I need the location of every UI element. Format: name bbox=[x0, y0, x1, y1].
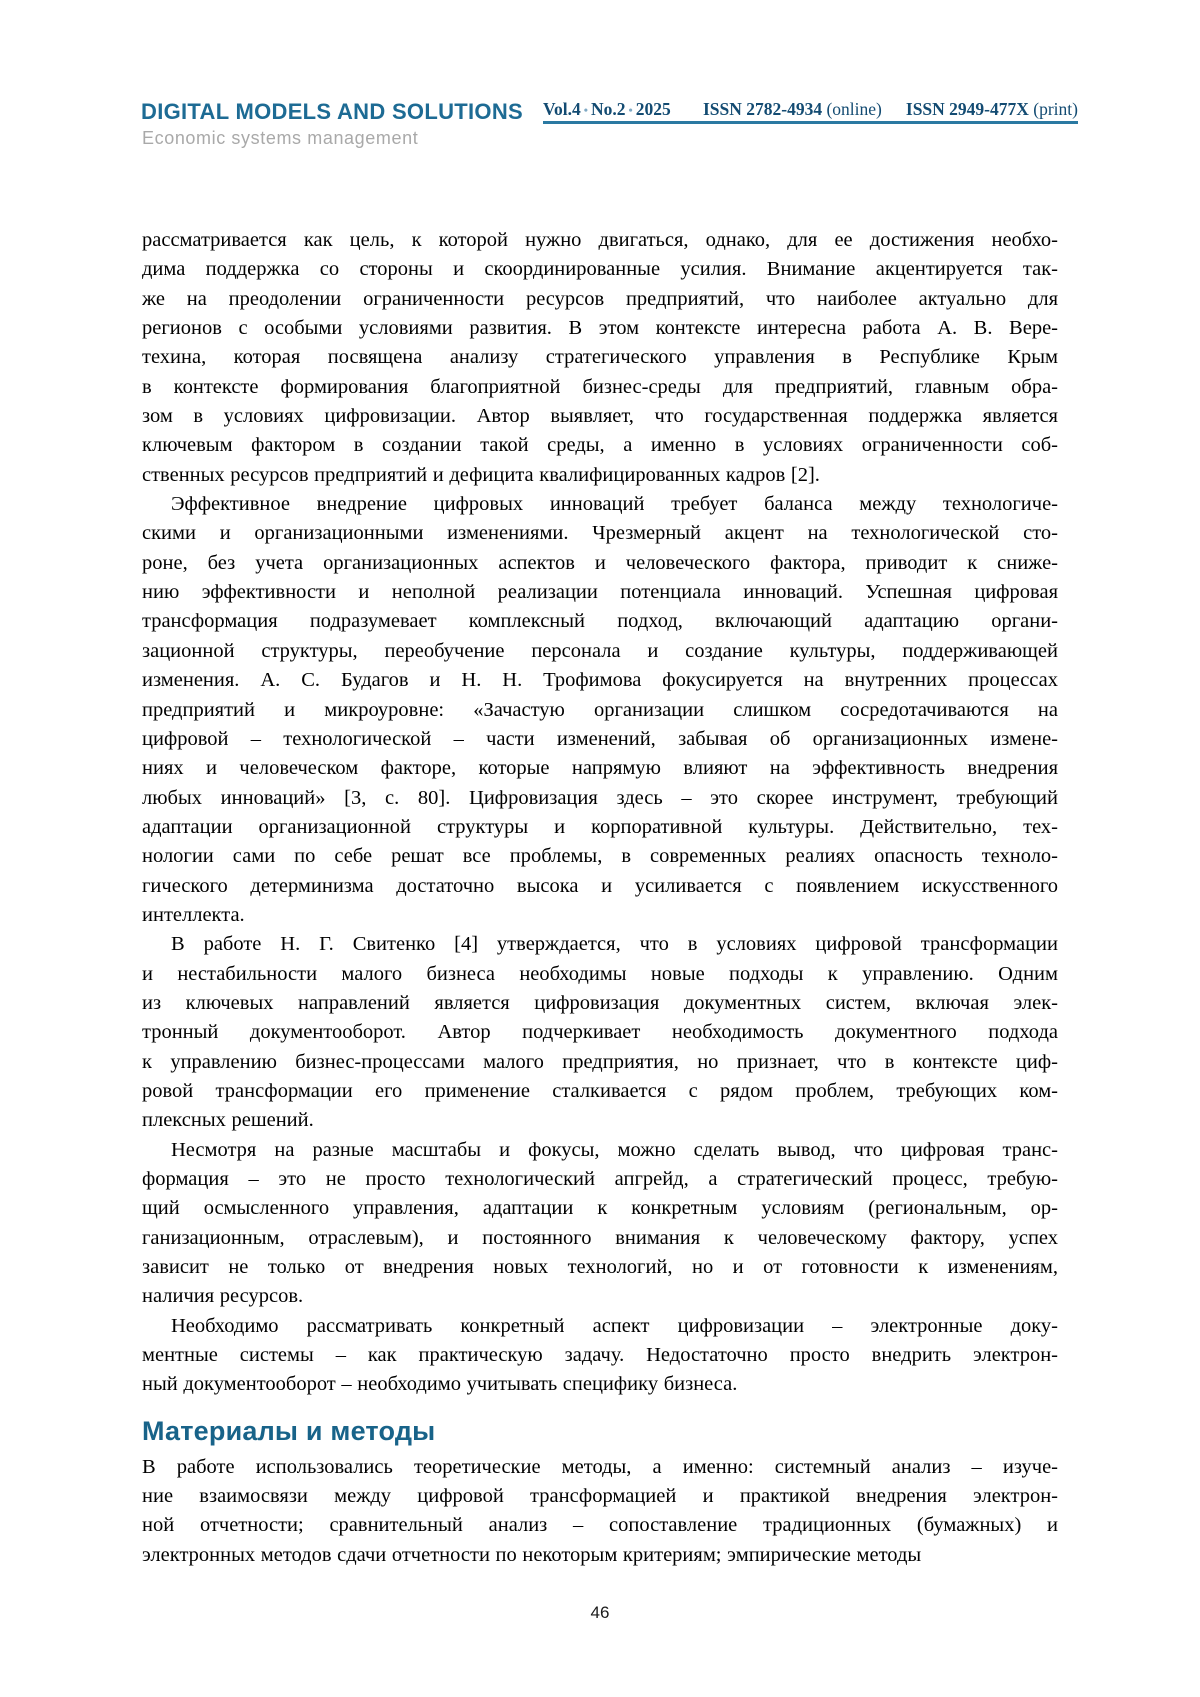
section-heading: Материалы и методы bbox=[142, 1415, 436, 1446]
text-line: тронный документооборот. Автор подчеркивает необходимость документного подхода bbox=[142, 1021, 1058, 1044]
text-line: зависит не только от внедрения новых технологий, но и от готовности к изменениям, bbox=[142, 1256, 1058, 1279]
header-divider-rule bbox=[543, 121, 1078, 124]
separator-dot: • bbox=[628, 103, 633, 117]
text-line: предприятий и микроуровне: «Зачастую организации слишком сосредотачиваются на bbox=[142, 698, 1058, 721]
issn-block bbox=[703, 99, 1078, 120]
text-line: цифровой – технологической – части изменений, забывая об организационных измене- bbox=[142, 727, 1058, 750]
text-line: Необходимо рассматривать конкретный аспект цифровизации – электронные доку- bbox=[171, 1314, 1058, 1337]
text-line: наличия ресурсов. bbox=[142, 1285, 304, 1308]
text-line: ключевым фактором в создании такой среды, а именно в условиях ограниченности соб- bbox=[142, 434, 1058, 457]
text-line: зом в условиях цифровизации. Автор выявляет, что государственная поддержка является bbox=[142, 405, 1058, 428]
paragraph bbox=[142, 1136, 1058, 1312]
issn-online-suffix: (online) bbox=[826, 99, 882, 119]
text-line: нию эффективности и неполной реализации потенциала инноваций. Успешная цифровая bbox=[142, 581, 1058, 604]
volume-label: Vol.4 bbox=[543, 99, 581, 119]
text-line: формация – это не просто технологический апгрейд, а стратегический процесс, требую- bbox=[142, 1168, 1058, 1190]
text-line: гического детерминизма достаточно высока и усиливается с появлением искусственного bbox=[142, 874, 1058, 897]
text-line: ственных ресурсов предприятий и дефицита квалифицированных кадров [2]. bbox=[142, 463, 820, 486]
text-line: плексных решений. bbox=[142, 1109, 314, 1132]
page-number: 46 bbox=[590, 1603, 610, 1622]
text-line: ментные системы – как практическую задачу. Недостаточно просто внедрить электрон- bbox=[142, 1344, 1058, 1367]
paragraph bbox=[142, 1453, 1058, 1570]
text-line: трансформация подразумевает комплексный подход, включающий адаптацию органи- bbox=[142, 610, 1058, 633]
issn-print-number: ISSN 2949-477X bbox=[905, 99, 1029, 119]
text-line: В работе Н. Г. Свитенко [4] утверждается, что в условиях цифровой трансформации bbox=[171, 933, 1058, 956]
volume-issue-year bbox=[543, 99, 671, 120]
text-line: ный документооборот – необходимо учитывать специфику бизнеса. bbox=[142, 1373, 738, 1396]
text-line: техина, которая посвящена анализу стратегического управления в Республике Крым bbox=[142, 346, 1058, 369]
issn-print-suffix: (print) bbox=[1033, 99, 1078, 119]
text-line: Эффективное внедрение цифровых инноваций требует баланса между технологиче- bbox=[171, 493, 1058, 516]
text-line: ниях и человеческом факторе, которые напрямую влияют на эффективность внедрения bbox=[142, 757, 1058, 780]
paragraph bbox=[142, 226, 1058, 490]
journal-title: DIGITAL MODELS AND SOLUTIONS bbox=[141, 99, 523, 124]
text-line: любых инноваций» [3, с. 80]. Цифровизация здесь – это скорее инструмент, требующий bbox=[142, 786, 1058, 809]
text-line: изменения. А. С. Будагов и Н. Н. Трофимова фокусируется на внутренних процессах bbox=[142, 669, 1058, 692]
separator-dot: • bbox=[583, 103, 588, 117]
text-line: ровой трансформации его применение сталкивается с рядом проблем, требующих ком- bbox=[142, 1079, 1058, 1102]
paragraph bbox=[142, 930, 1058, 1135]
text-line: ние взаимосвязи между цифровой трансформацией и практикой внедрения электрон- bbox=[142, 1485, 1058, 1508]
text-line: интеллекта. bbox=[142, 903, 245, 926]
year-label: 2025 bbox=[635, 99, 671, 119]
issn-print bbox=[906, 99, 1078, 120]
text-line: из ключевых направлений является цифровизация документных систем, включая элек- bbox=[142, 991, 1058, 1014]
text-line: электронных методов сдачи отчетности по некоторым критериям; эмпирические методы bbox=[142, 1543, 922, 1566]
text-line: щий осмысленного управления, адаптации к конкретным условиям (региональным, ор- bbox=[142, 1197, 1058, 1220]
text-line: регионов с особыми условиями развития. В этом контексте интересна работа А. В. Вере- bbox=[142, 317, 1058, 340]
journal-subtitle: Economic systems management bbox=[142, 128, 419, 148]
text-line: в контексте формирования благоприятной бизнес-среды для предприятий, главным обра- bbox=[142, 375, 1058, 398]
text-line: к управлению бизнес-процессами малого предприятия, но признает, что в контексте циф- bbox=[142, 1050, 1058, 1073]
text-line: рассматривается как цель, к которой нужно двигаться, однако, для ее достижения необхо- bbox=[142, 229, 1058, 251]
issn-online-number: ISSN 2782-4934 bbox=[702, 99, 823, 119]
text-line: ганизационным, отраслевым), и постоянного внимания к человеческому фактору, успех bbox=[142, 1226, 1058, 1249]
text-line: нологии сами по себе решат все проблемы, в современных реалиях опасность техноло- bbox=[142, 845, 1058, 868]
text-line: дима поддержка со стороны и скоординированные усилия. Внимание акцентируется так- bbox=[142, 258, 1058, 281]
text-line: роне, без учета организационных аспектов и человеческого фактора, приводит к сниже- bbox=[142, 551, 1058, 574]
text-line: В работе использовались теоретические методы, а именно: системный анализ – изуче- bbox=[142, 1455, 1058, 1478]
issue-label: No.2 bbox=[590, 99, 626, 119]
issn-online bbox=[703, 99, 882, 120]
text-line: ной отчетности; сравнительный анализ – сопоставление традиционных (бумажных) и bbox=[142, 1514, 1058, 1537]
text-line: скими и организационными изменениями. Чрезмерный акцент на технологической сто- bbox=[142, 522, 1058, 545]
paragraph bbox=[142, 490, 1058, 930]
text-line: адаптации организационной структуры и корпоративной культуры. Действительно, тех- bbox=[142, 815, 1058, 838]
text-line: зационной структуры, переобучение персонала и создание культуры, поддерживающей bbox=[142, 639, 1058, 662]
text-line: Несмотря на разные масштабы и фокусы, можно сделать вывод, что цифровая транс- bbox=[171, 1138, 1058, 1161]
text-line: же на преодолении ограниченности ресурсов предприятий, что наиболее актуально для bbox=[142, 287, 1058, 310]
paragraph bbox=[142, 1312, 1058, 1400]
article-body bbox=[142, 226, 1058, 1570]
text-line: и нестабильности малого бизнеса необходимы новые подходы к управлению. Одним bbox=[142, 962, 1058, 985]
